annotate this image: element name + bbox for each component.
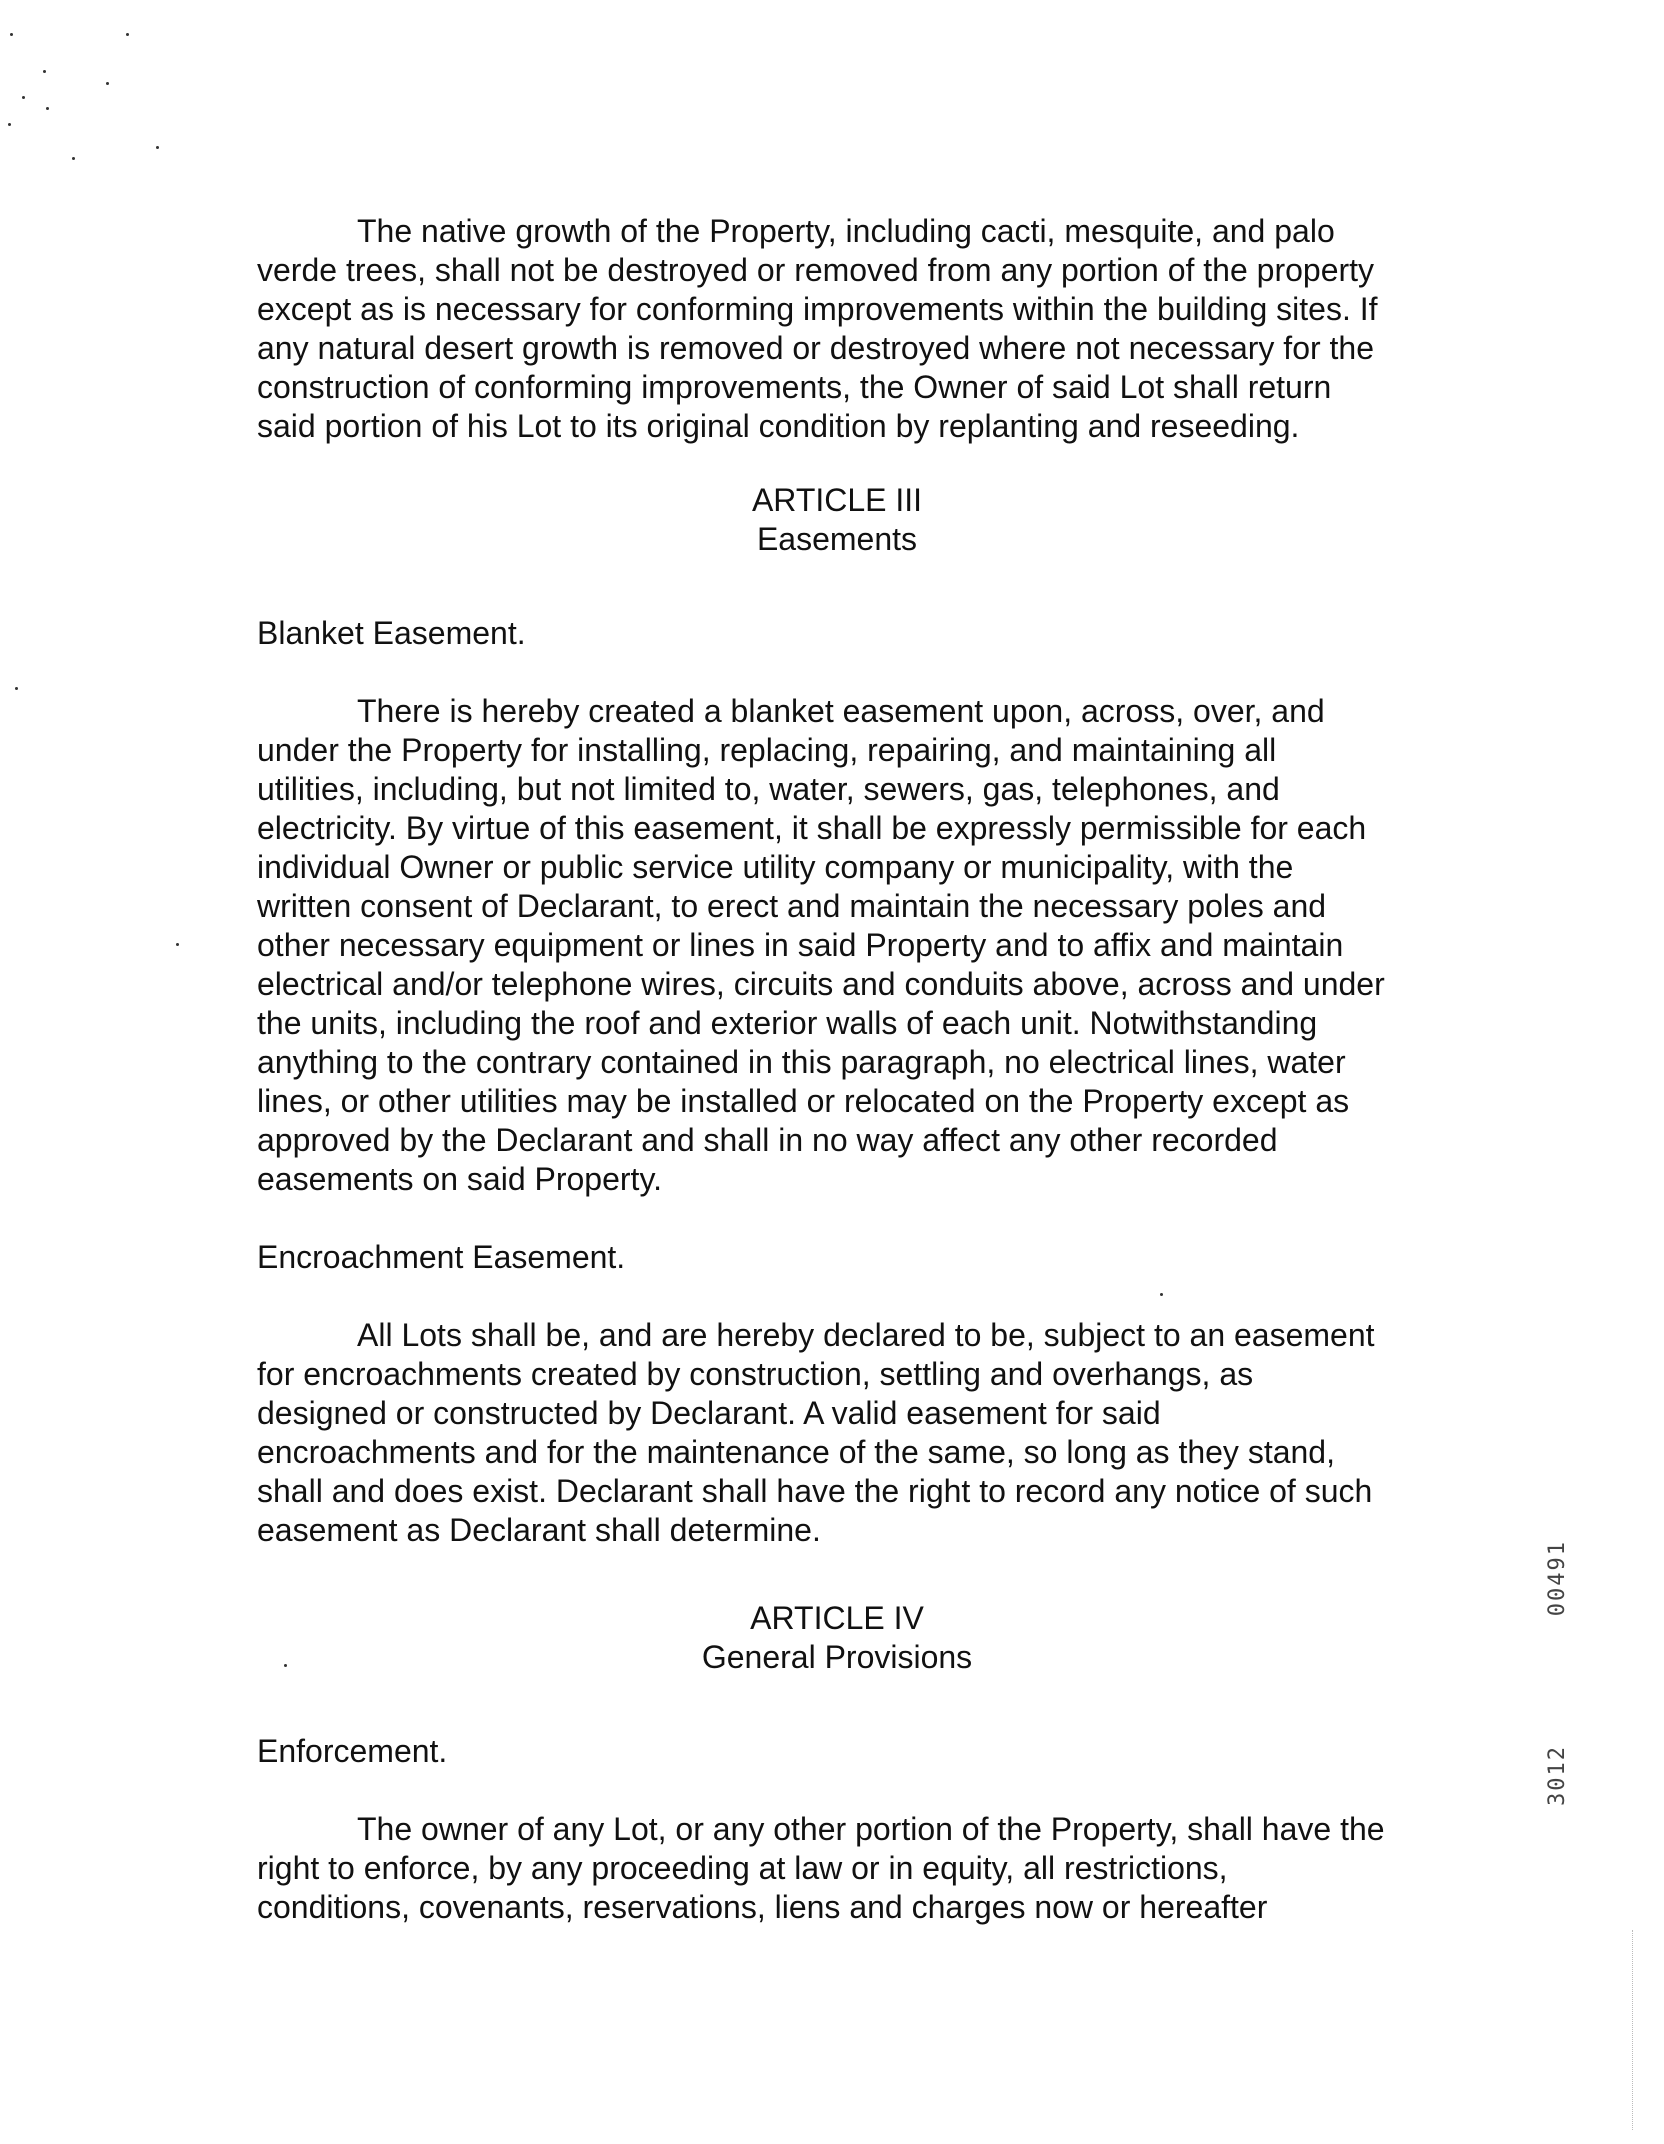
scan-speck	[72, 157, 75, 160]
margin-stamp-lower: 3012	[1545, 1745, 1570, 1806]
paragraph-native-growth: The native growth of the Property, including cacti, mesquite, and palo verde trees, shall not be destroyed or removed from any portion of the property except as is necessary for conforming improvements within the building sites. If any natural desert growth is removed or destroyed where not necessary for the construction of conforming improvements, the Owner of said Lot shall return said portion of his Lot to its original condition by replanting and reseeding.	[257, 213, 1378, 444]
paragraph-enforcement: The owner of any Lot, or any other portion of the Property, shall have the right to enforce, by any proceeding at law or in equity, all restrictions, conditions, covenants, reservations, liens and charges now or hereafter	[257, 1811, 1385, 1925]
scan-speck	[126, 33, 129, 36]
scan-speck	[176, 943, 179, 946]
heading-blanket-easement: Blanket Easement.	[257, 615, 526, 651]
scan-speck	[106, 82, 109, 85]
scan-speck	[15, 687, 18, 690]
article-3-title: Easements	[756, 521, 918, 557]
heading-encroachment-easement: Encroachment Easement.	[257, 1239, 626, 1275]
scan-edge-mark	[1632, 1930, 1634, 2130]
paragraph-encroachment-easement: All Lots shall be, and are hereby declared to be, subject to an easement for encroachments created by construction, settling and overhangs, as designed or constructed by Declarant. A valid easement for said encroachments and for the maintenance of the same, so long as they stand, shall and does exist. Declarant shall have the right to record any notice of such easement as Declarant shall determine.	[257, 1317, 1375, 1548]
document-body	[257, 212, 1387, 1927]
article-4-title: General Provisions	[701, 1639, 973, 1675]
scan-speck	[22, 96, 25, 99]
scan-speck	[43, 70, 46, 73]
article-3-number: ARTICLE III	[751, 482, 923, 518]
paragraph-blanket-easement: There is hereby created a blanket easement upon, across, over, and under the Property for installing, replacing, repairing, and maintaining all utilities, including, but not limited to, water, sewers, gas, telephones, and electricity. By virtue of this easement, it shall be expressly permissible for each individual Owner or public service utility company or municipality, with the written consent of Declarant, to erect and maintain the necessary poles and other necessary equipment or lines in said Property and to affix and maintain electrical and/or telephone wires, circuits and conduits above, across and under the units, including the roof and exterior walls of each unit. Notwithstanding anything to the contrary contained in this paragraph, no electrical lines, water lines, or other utilities may be installed or relocated on the Property except as approved by the Declarant and shall in no way affect any other recorded easements on said Property.	[257, 693, 1385, 1197]
heading-enforcement: Enforcement.	[257, 1733, 448, 1769]
scan-speck	[8, 123, 11, 126]
scan-speck	[46, 107, 49, 110]
scan-speck	[156, 146, 159, 149]
margin-stamp-upper: 00491	[1545, 1540, 1570, 1617]
scan-speck	[10, 33, 13, 36]
article-4-number: ARTICLE IV	[750, 1600, 924, 1636]
